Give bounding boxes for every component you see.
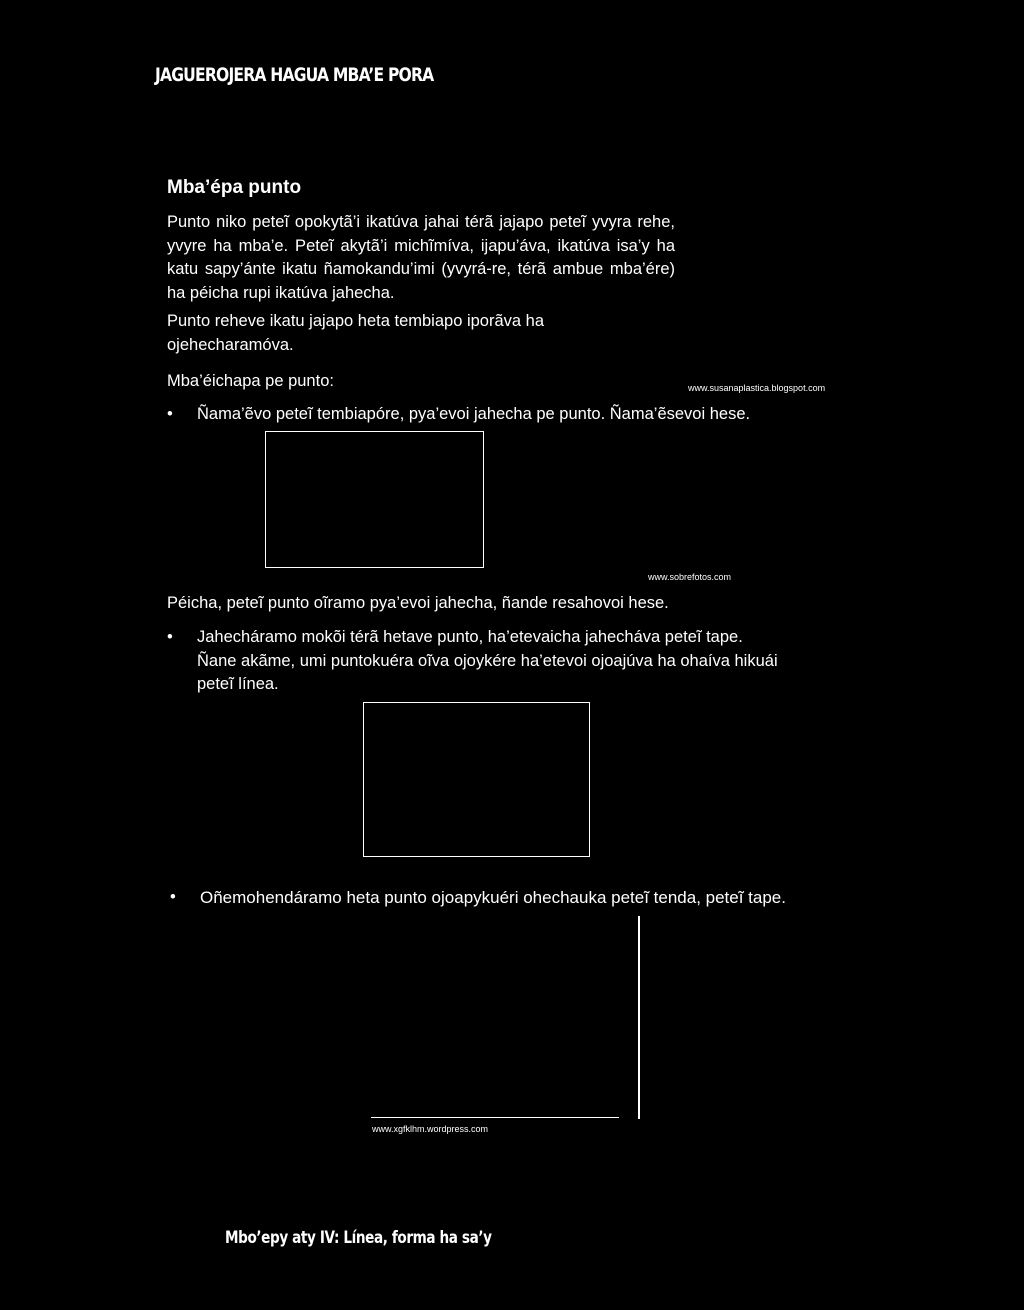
image-frame-edge-right <box>638 916 640 1119</box>
image-placeholder-2 <box>363 702 590 857</box>
bullet-dot: • <box>167 405 173 423</box>
bullet-dot: • <box>170 888 176 906</box>
bullet-text-line-2: Ñane akãme, umi puntokuéra oĩva ojoykére ha’etevoi ojoajúva ha ohaíva hikuái <box>197 651 778 670</box>
bullet-item-2 <box>167 626 867 698</box>
image-placeholder-1 <box>265 431 484 568</box>
bullet-item-3 <box>170 886 870 910</box>
image-credit-2: www.sobrefotos.com <box>648 572 732 582</box>
running-header: JAGUEROJERA HAGUA MBA’E PORA <box>155 64 434 86</box>
second-paragraph: Punto reheve ikatu jajapo heta tembiapo iporãva ha ojehecharamóva. <box>167 312 545 354</box>
bullet-text-line-1: Jahecháramo mokõi térã hetave punto, ha’etevaicha jahecháva peteĩ tape. <box>197 628 743 646</box>
image-credit-1: www.susanaplastica.blogspot.com <box>688 383 826 393</box>
bullet-text: Oñemohendáramo heta punto ojoapykuéri ohechauka peteĩ tenda, peteĩ tape. <box>200 888 786 907</box>
section-title: Mba’épa punto <box>167 177 302 198</box>
bullet-text-line-3: peteĩ línea. <box>197 675 279 693</box>
image-credit-3: www.xgfklhm.wordpress.com <box>372 1124 489 1134</box>
bullet-dot: • <box>167 628 173 646</box>
footer-title: Mbo’epy aty IV: Línea, forma ha sa’y <box>225 1228 492 1248</box>
bullet-item-1 <box>167 403 867 427</box>
intro-paragraph: Punto niko peteĩ opokytã’i ikatúva jahai térã jajapo peteĩ yvyra rehe, yvyre ha mba’e. Peteĩ akytã’i michĩmíva, ijapu’áva, ikatúva isa’y ha katu sapy’ánte ikatu ñamokandu’imi (yvyrá-re, térã ambue mba’ére) ha péicha rupi ikatúva jahecha. <box>167 213 675 302</box>
bullet-text: Ñama’ẽvo peteĩ tembiapóre, pya’evoi jahecha pe punto. Ñama’ẽsevoi hese. <box>197 405 751 423</box>
examples-prompt: Mba’éichapa pe punto: <box>167 372 334 390</box>
image-frame-edge-bottom <box>371 1117 619 1118</box>
observation-text: Péicha, peteĩ punto oĩramo pya’evoi jahecha, ñande resahovoi hese. <box>167 594 669 612</box>
